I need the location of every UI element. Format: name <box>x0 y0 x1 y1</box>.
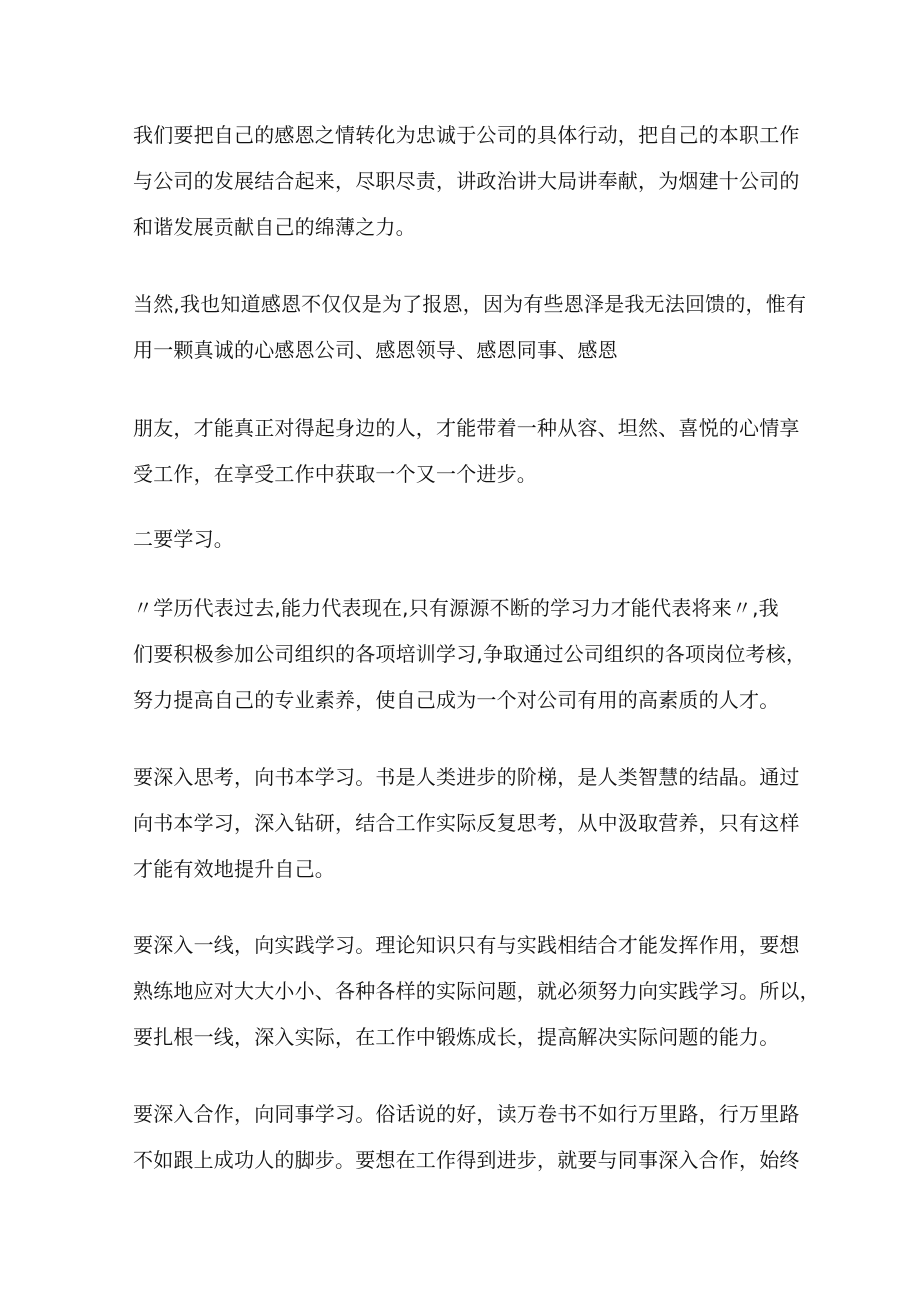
paragraph-learn-from-books <box>133 754 808 892</box>
paragraph-gratitude-action <box>133 112 808 250</box>
text-line: 们要积极参加公司组织的各项培训学习,争取通过公司组织的各项岗位考核， <box>133 642 807 666</box>
text-line: 要扎根一线，深入实际，在工作中锻炼成长，提高解决实际问题的能力。 <box>133 1025 780 1049</box>
text-line: 努力提高自己的专业素养，使自己成为一个对公司有用的高素质的人才。 <box>133 688 780 712</box>
text-line: 才能有效地提升自己。 <box>133 857 335 881</box>
text-line: 不如跟上成功人的脚步。要想在工作得到进步，就要与同事深入合作，始终 <box>133 1148 800 1172</box>
text-line: 与公司的发展结合起来，尽职尽责，讲政治讲大局讲奉献，为烟建十公司的 <box>133 169 800 193</box>
paragraph-learning-quote <box>133 585 808 723</box>
text-line: 向书本学习，深入钻研，结合工作实际反复思考，从中汲取营养，只有这样 <box>133 811 800 835</box>
section-heading-learning <box>133 516 808 562</box>
paragraph-learn-from-colleagues <box>133 1091 808 1183</box>
text-line: 当然,我也知道感恩不仅仅是为了报恩，因为有些恩泽是我无法回馈的，惟有 <box>133 292 807 316</box>
text-line: 熟练地应对大大小小、各种各样的实际问题，就必须努力向实践学习。所以， <box>133 979 820 1003</box>
paragraph-enjoy-work <box>133 405 808 497</box>
paragraph-gratitude-heart <box>133 281 808 373</box>
text-line: 要深入一线，向实践学习。理论知识只有与实践相结合才能发挥作用，要想 <box>133 933 800 957</box>
text-line: 用一颗真诚的心感恩公司、感恩领导、感恩同事、感恩 <box>133 338 618 362</box>
paragraph-learn-from-practice <box>133 922 820 1060</box>
text-line: 受工作，在享受工作中获取一个又一个进步。 <box>133 462 537 486</box>
text-line: 和谐发展贡献自己的绵薄之力。 <box>133 215 416 239</box>
text-line: 我们要把自己的感恩之情转化为忠诚于公司的具体行动，把自己的本职工作 <box>133 123 800 147</box>
text-line: 〃学历代表过去,能力代表现在,只有源源不断的学习力才能代表将来〃,我 <box>133 596 779 620</box>
text-line: 要深入合作，向同事学习。俗话说的好，读万卷书不如行万里路，行万里路 <box>133 1102 800 1126</box>
text-line: 要深入思考，向书本学习。书是人类进步的阶梯，是人类智慧的结晶。通过 <box>133 765 800 789</box>
text-line: 朋友，才能真正对得起身边的人，才能带着一种从容、坦然、喜悦的心情享 <box>133 416 800 440</box>
text-line: 二要学习。 <box>133 527 234 551</box>
